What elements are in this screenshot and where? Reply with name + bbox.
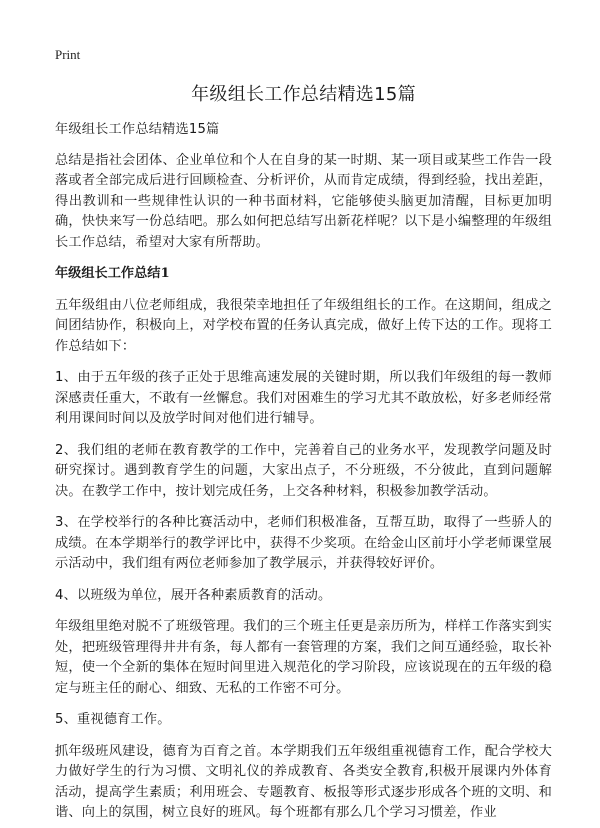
section-heading: 年级组长工作总结1 (55, 266, 170, 281)
paragraph: 5、重视德育工作。 (55, 712, 171, 727)
paragraph: 五年级组由八位老师组成，我很荣幸地担任了年级组组长的工作。在这期间，组成之间团结协作，积极向上，对学校布置的任务认真完成，做好上传下达的工作。现将工作总结如下： (55, 297, 552, 354)
document-body (55, 120, 552, 824)
print-link[interactable]: Print (55, 47, 81, 62)
page-title: 年级组长工作总结精选15篇 (191, 84, 416, 105)
document-subtitle: 年级组长工作总结精选15篇 (55, 122, 220, 137)
paragraph: 4、以班级为单位，展开各种素质教育的活动。 (55, 587, 332, 603)
document-page (55, 0, 552, 828)
paragraph: 1、由于五年级的孩子正处于思维高速发展的关键时期，所以我们年级组的每一教师深感责任重大，不敢有一丝懈怠。我们对困难生的学习尤其不敢放松，好多老师经常利用课间时间以及放学时间对他们进行辅导。 (55, 370, 552, 426)
paragraph: 抓年级班风建设，德育为百育之首。本学期我们五年级组重视德育工作，配合学校大力做好学生的行为习惯、文明礼仪的养成教育、各类安全教育,积极开展课内外体育活动，提高学生素质；利用班会、专题教育、板报等形式逐步形成各个班的文明、和谐、向上的氛围，树立良好的班风。每个班都有那么几个学习习惯差，作业 (55, 743, 552, 820)
paragraph: 2、我们组的老师在教育教学的工作中，完善着自己的业务水平，发现教学问题及时研究探讨。遇到教育学生的问题，大家出点子，不分班级，不分彼此，直到问题解决。在教学工作中，按计划完成任务，上交各种材料，积极参加教学活动。 (55, 442, 552, 499)
intro-paragraph: 总结是指社会团体、企业单位和个人在自身的某一时期、某一项目或某些工作告一段落或者全部完成后进行回顾检查、分析评价，从而肯定成绩，得到经验，找出差距，得出教训和一些规律性认识的一种书面材料，它能够使头脑更加清醒，目标更加明确，快快来写一份总结吧。那么如何把总结写出新花样呢？以下是小编整理的年级组长工作总结，希望对大家有所帮助。 (55, 152, 552, 250)
paragraph: 3、在学校举行的各种比赛活动中，老师们积极准备，互帮互助，取得了一些骄人的成绩。在本学期举行的教学评比中，获得不少奖项。在给金山区前圩小学老师课堂展示活动中，我们组有两位老师参加了教学展示，并获得较好评价。 (55, 515, 552, 571)
paragraph: 年级组里绝对脱不了班级管理。我们的三个班主任更是亲历所为，样样工作落实到实处，把班级管理得井井有条，每人都有一套管理的方案，我们之间互通经验，取长补短，使一个全新的集体在短时间里进入规范化的学习阶段，应该说现在的五年级的稳定与班主任的耐心、细致、无私的工作密不可分。 (55, 619, 552, 696)
